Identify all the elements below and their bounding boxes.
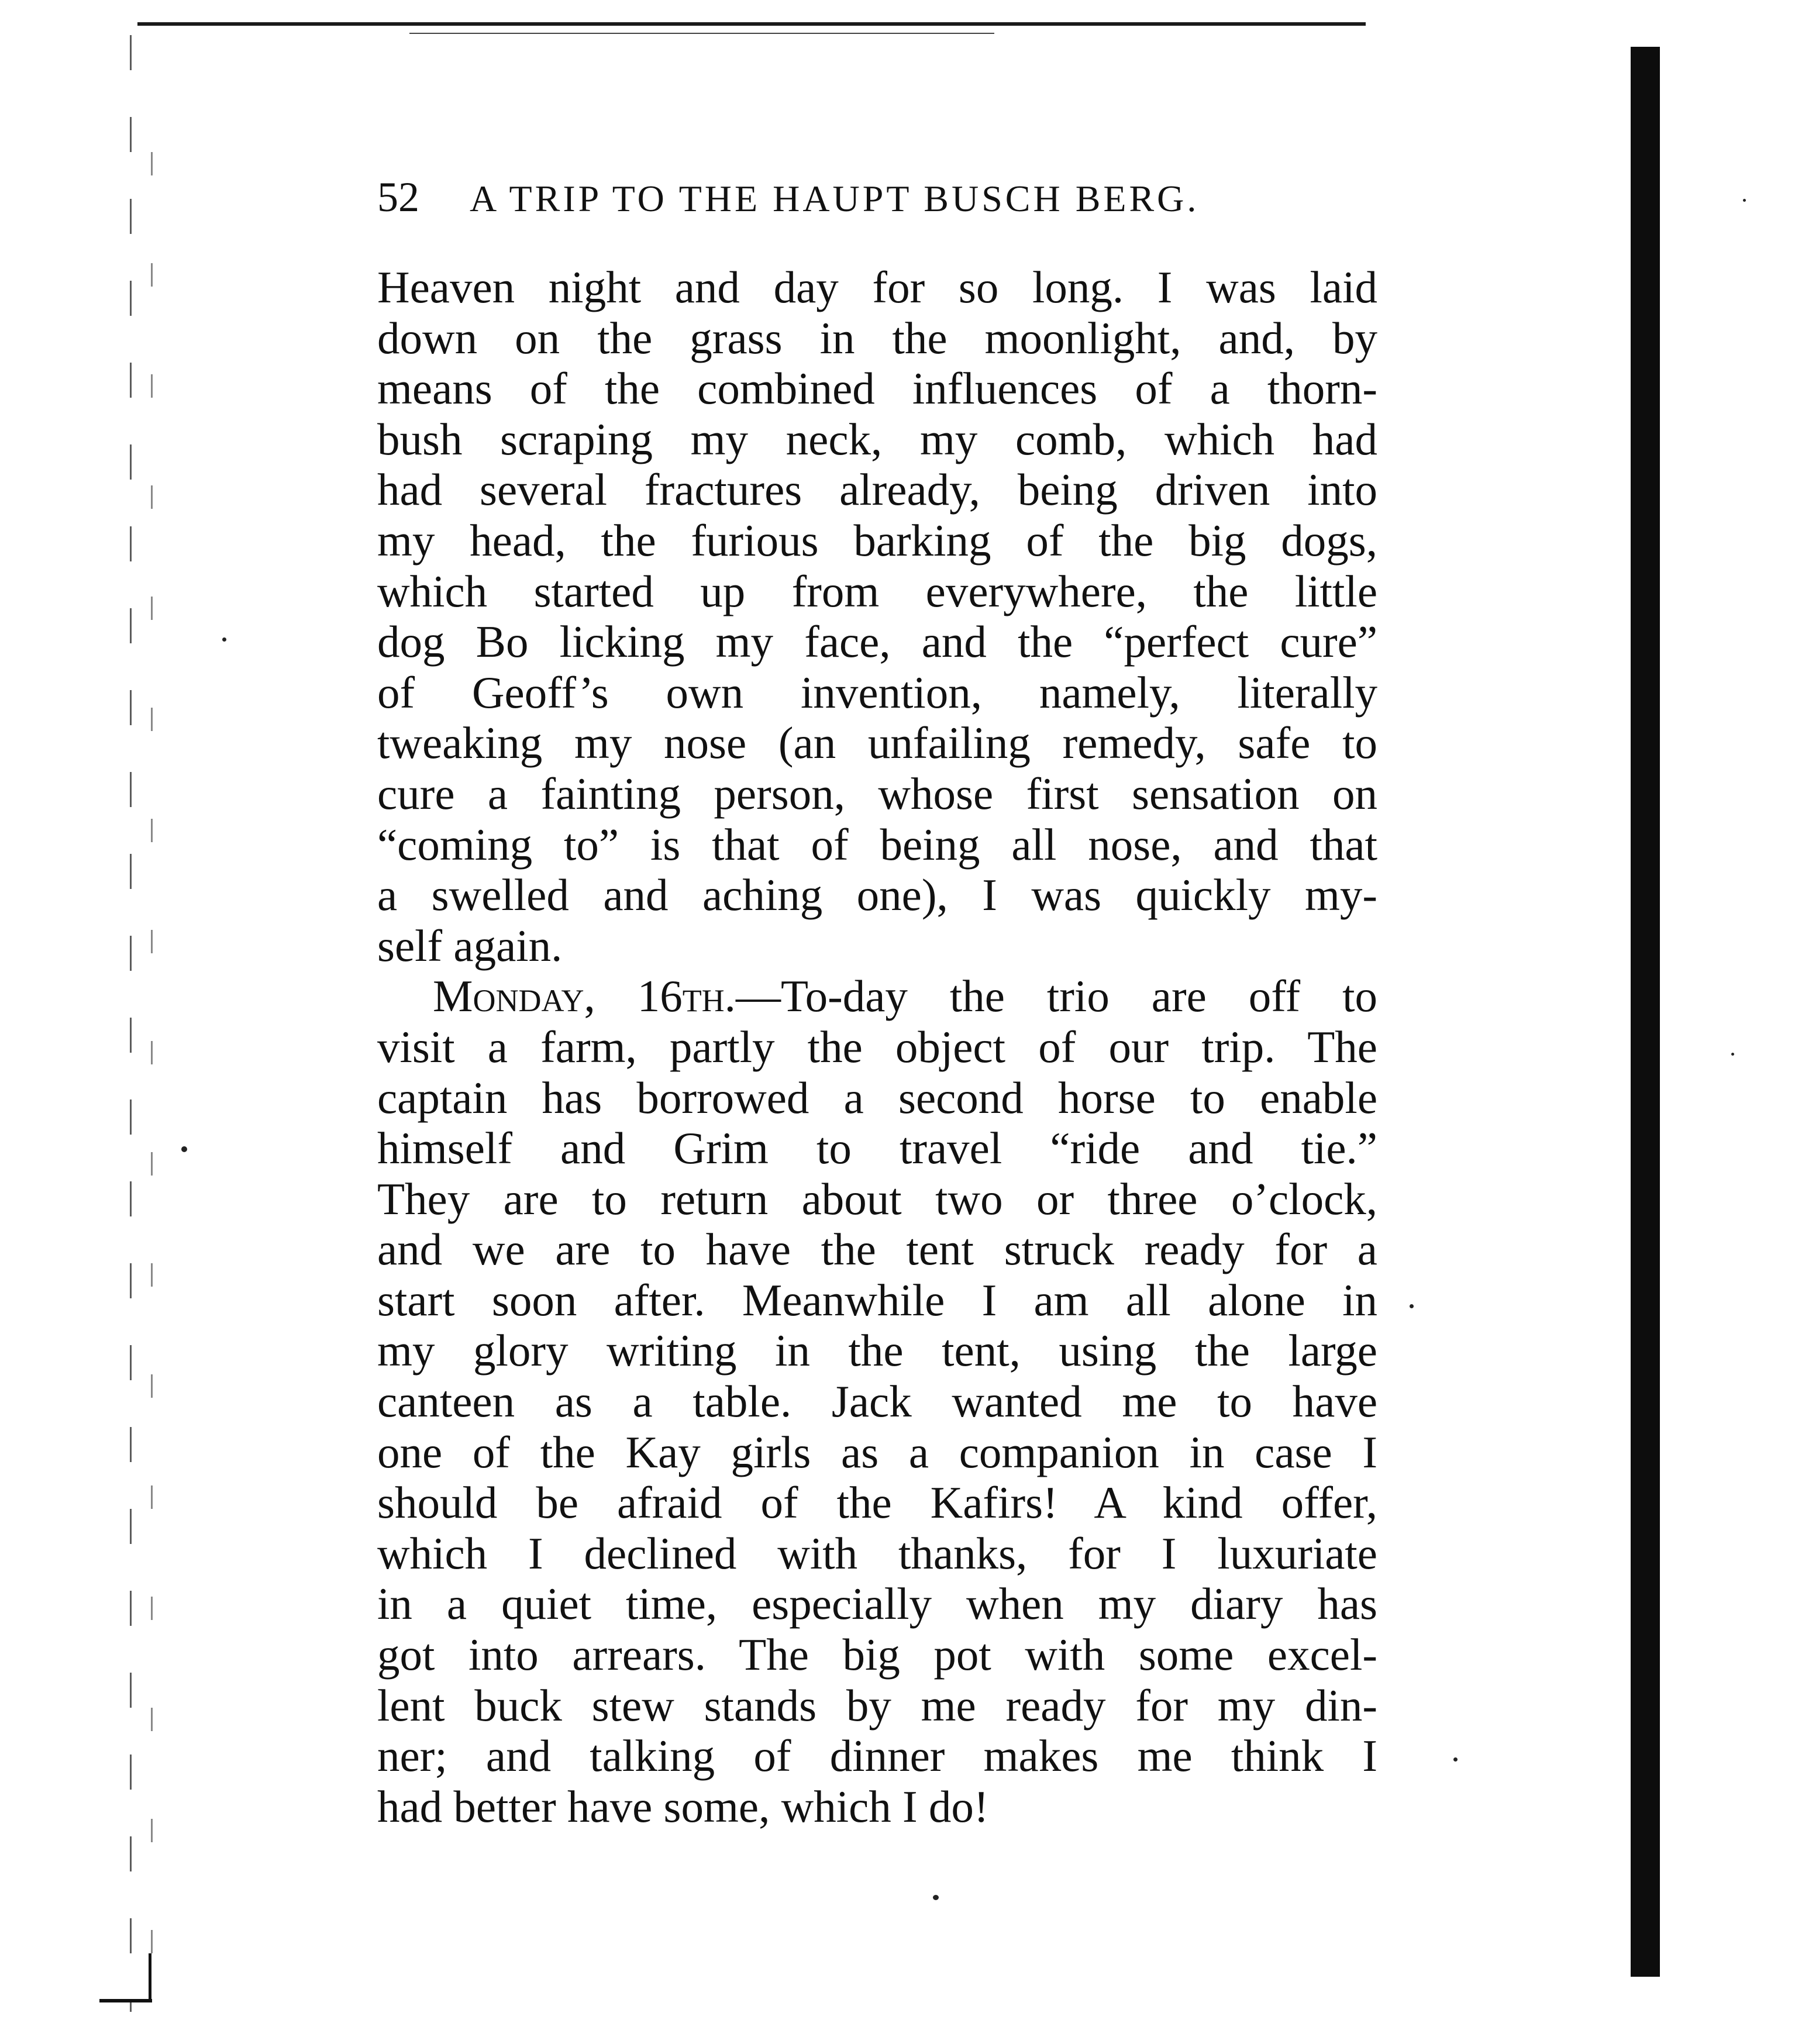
text-line: down on the grass in the moonlight, and, by bbox=[377, 312, 1377, 363]
running-title: A TRIP TO THE HAUPT BUSCH BERG. bbox=[470, 178, 1200, 219]
scan-left-edge bbox=[130, 35, 132, 2012]
diary-entry-text: —To-day the trio are off to bbox=[735, 971, 1377, 1022]
text-line: They are to return about two or three o’clock, bbox=[377, 1173, 1377, 1224]
text-line: of Geoff’s own invention, namely, literally bbox=[377, 667, 1377, 718]
scan-speck bbox=[1410, 1304, 1414, 1308]
page-number: 52 bbox=[377, 174, 419, 220]
text-line: start soon after. Meanwhile I am all alone in bbox=[377, 1274, 1377, 1325]
scan-left-edge-inner bbox=[151, 152, 153, 1994]
text-line: my head, the furious barking of the big dogs, bbox=[377, 515, 1377, 566]
text-line: himself and Grim to travel “ride and tie.” bbox=[377, 1123, 1377, 1174]
scan-right-binding-bar bbox=[1631, 47, 1660, 1977]
scan-speck bbox=[1453, 1757, 1458, 1762]
text-line: lent buck stew stands by me ready for my din- bbox=[377, 1680, 1377, 1731]
text-line: which started up from everywhere, the little bbox=[377, 566, 1377, 616]
text-line: should be afraid of the Kafirs! A kind offer, bbox=[377, 1477, 1377, 1528]
text-line: had better have some, which I do! bbox=[377, 1781, 989, 1832]
running-head bbox=[377, 171, 1278, 223]
scan-top-rule-faint bbox=[409, 33, 994, 34]
text-line: ner; and talking of dinner makes me think I bbox=[377, 1731, 1377, 1781]
text-line: which I declined with thanks, for I luxuriate bbox=[377, 1528, 1377, 1578]
scan-speck bbox=[1731, 1053, 1734, 1056]
text-line: and we are to have the tent struck ready for a bbox=[377, 1224, 1377, 1275]
scan-bottom-corner-vertical bbox=[149, 1953, 151, 2002]
scan-speck bbox=[181, 1146, 187, 1152]
text-line: canteen as a table. Jack wanted me to have bbox=[377, 1376, 1377, 1427]
text-line: self again. bbox=[377, 920, 563, 971]
text-line: bush scraping my neck, my comb, which had bbox=[377, 413, 1377, 464]
scan-speck bbox=[933, 1895, 939, 1900]
text-line: cure a fainting person, whose first sensation on bbox=[377, 768, 1377, 819]
text-line: got into arrears. The big pot with some excel- bbox=[377, 1629, 1377, 1680]
text-line: Heaven night and day for so long. I was laid bbox=[377, 262, 1377, 312]
text-line: tweaking my nose (an unfailing remedy, safe to bbox=[377, 718, 1377, 768]
text-line: captain has borrowed a second horse to enable bbox=[377, 1072, 1377, 1123]
body-text bbox=[377, 262, 1377, 1832]
text-line: in a quiet time, especially when my diary has bbox=[377, 1578, 1377, 1629]
scan-bottom-corner bbox=[99, 1999, 152, 2002]
text-line: a swelled and aching one), I was quickly my- bbox=[377, 870, 1377, 921]
text-line: visit a farm, partly the object of our trip. The bbox=[377, 1021, 1377, 1072]
diary-date-heading: Monday, 16th. bbox=[433, 971, 736, 1022]
scan-speck bbox=[1743, 199, 1746, 202]
text-line: one of the Kay girls as a companion in case I bbox=[377, 1426, 1377, 1477]
text-line: “coming to” is that of being all nose, and that bbox=[377, 819, 1377, 870]
text-line: dog Bo licking my face, and the “perfect cure” bbox=[377, 616, 1377, 667]
text-line: my glory writing in the tent, using the large bbox=[377, 1325, 1377, 1376]
text-line: means of the combined influences of a thorn- bbox=[377, 363, 1377, 414]
scan-top-rule bbox=[137, 22, 1366, 26]
diary-entry-first-line bbox=[377, 971, 1377, 1022]
scan-speck bbox=[222, 637, 226, 642]
text-line: had several fractures already, being driven into bbox=[377, 464, 1377, 515]
